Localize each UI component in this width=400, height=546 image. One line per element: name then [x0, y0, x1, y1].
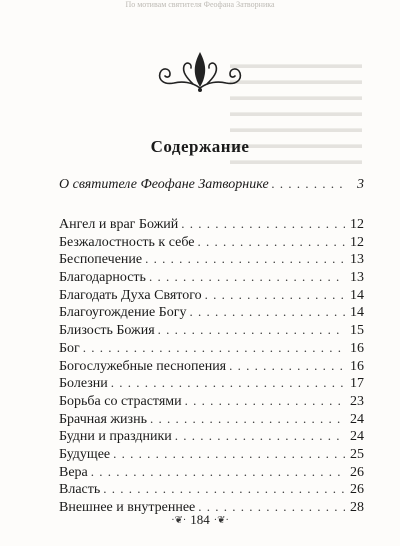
dot-leader — [189, 304, 345, 320]
dot-leader — [175, 428, 345, 444]
toc-entry-label: Вера — [59, 464, 88, 480]
toc-entry-label: Борьба со страстями — [59, 393, 182, 409]
toc-entry-label: Болезни — [59, 376, 108, 392]
toc-entry-label: Благодать Духа Святого — [59, 287, 202, 303]
toc-entry-label: Будни и праздники — [59, 429, 172, 445]
toc-entry — [59, 393, 364, 411]
toc-entry-label: Беспопечение — [59, 252, 143, 268]
toc-entry — [59, 216, 364, 234]
toc-entry — [59, 481, 364, 499]
toc-entry-label: Внешнее и внутреннее — [59, 500, 196, 515]
toc-intro-entry — [59, 176, 364, 198]
toc-entry-page: 14 — [350, 305, 364, 321]
dot-leader — [205, 287, 345, 303]
toc-entry — [59, 251, 364, 269]
toc-entry-label: Благодарность — [59, 270, 146, 286]
toc-entry — [59, 428, 364, 446]
dot-leader — [103, 481, 345, 497]
toc-entry-page: 28 — [350, 500, 364, 515]
toc-entry — [59, 287, 364, 305]
toc-entry-page: 14 — [350, 287, 364, 303]
dot-leader — [198, 234, 346, 250]
toc-entry-page: 13 — [350, 270, 364, 286]
dot-leader — [113, 446, 345, 462]
toc-entry-page: 26 — [350, 482, 364, 498]
toc-entry-page: 17 — [350, 376, 364, 392]
toc-entry — [59, 375, 364, 393]
dot-leader — [272, 176, 345, 192]
toc-entry-label: Брачная жизнь — [59, 411, 147, 427]
toc-entry-label: Бог — [59, 340, 80, 356]
dot-leader — [150, 411, 345, 427]
toc-entry-page: 25 — [350, 446, 364, 462]
dot-leader — [181, 216, 345, 232]
toc-entry — [59, 322, 364, 340]
dot-leader — [83, 340, 345, 356]
dot-leader — [185, 393, 345, 409]
page-number: 184 — [190, 512, 210, 527]
bleed-through-header: По мотивам святителя Феофана Затворника — [125, 0, 275, 9]
dot-leader — [229, 358, 345, 374]
toc-entry-page: 16 — [350, 340, 364, 356]
dot-leader — [158, 322, 345, 338]
toc-entry-label: Будущее — [59, 446, 111, 462]
toc-entry — [59, 411, 364, 429]
toc-entry-label: Власть — [59, 482, 101, 498]
dot-leader — [111, 375, 345, 391]
right-ornament-icon: ·❦· — [213, 514, 229, 526]
toc-entry-label: О святителе Феофане Затворнике — [59, 177, 269, 192]
toc-entry-page: 12 — [350, 234, 364, 250]
toc-entry-page: 23 — [350, 393, 364, 409]
dot-leader — [149, 269, 345, 285]
left-ornament-icon: ·❦· — [171, 514, 187, 526]
page-footer — [0, 512, 400, 528]
fleuron-ornament-icon — [152, 48, 248, 94]
toc-entry-page: 26 — [350, 464, 364, 480]
contents-title: Содержание — [150, 137, 250, 156]
toc-entry — [59, 358, 364, 376]
toc-entry — [59, 269, 364, 287]
toc-entry-page: 24 — [350, 411, 364, 427]
toc-entry-label: Благоугождение Богу — [59, 305, 187, 321]
dot-leader — [145, 251, 345, 267]
toc-entry — [59, 304, 364, 322]
toc-entry — [59, 464, 364, 482]
toc-entry-page: 12 — [350, 217, 364, 232]
table-of-contents — [59, 216, 364, 517]
toc-entry-page: 3 — [357, 177, 364, 192]
toc-entry-page: 16 — [350, 358, 364, 374]
dot-leader — [91, 464, 345, 480]
bleed-through-text: ▬▬▬▬▬▬▬▬▬▬▬ ▬▬▬▬▬▬▬▬▬▬▬ ▬▬▬▬▬▬▬▬▬▬▬ ▬▬▬▬▬▬▬▬▬▬▬ ▬▬▬▬▬▬▬▬▬▬▬ ▬▬▬▬▬▬▬▬▬▬▬ ▬▬▬▬▬▬▬▬▬▬▬ — [230, 57, 362, 167]
toc-entry-label: Богослужебные песнопения — [59, 358, 227, 374]
toc-entry — [59, 340, 364, 358]
toc-entry-page: 13 — [350, 252, 364, 268]
toc-entry-label: Безжалостность к себе — [59, 234, 195, 250]
toc-entry-label: Ангел и враг Божий — [59, 217, 179, 232]
toc-entry-page: 15 — [350, 323, 364, 339]
toc-entry — [59, 446, 364, 464]
toc-entry-page: 24 — [350, 429, 364, 445]
toc-entry — [59, 234, 364, 252]
toc-entry-label: Близость Божия — [59, 323, 155, 339]
